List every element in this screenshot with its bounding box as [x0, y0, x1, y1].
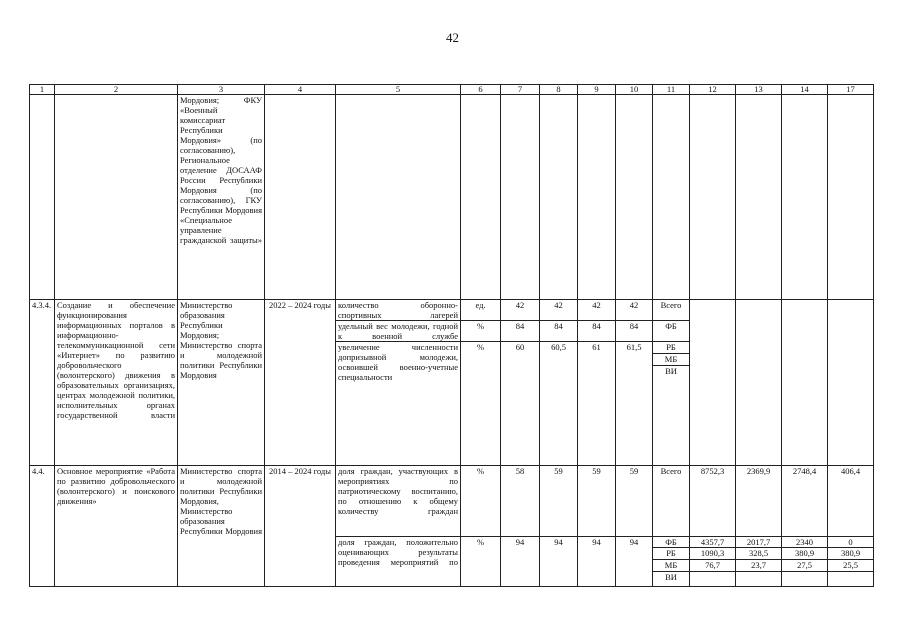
col-header: 14 [782, 85, 828, 95]
col-header: 11 [653, 85, 690, 95]
funding-source: ВИ [665, 572, 677, 582]
table-row-4-4 [30, 466, 874, 587]
value-cell: 60 [515, 342, 525, 352]
unit-cell: % [461, 466, 500, 537]
indicator-text: удельный вес молодежи, годной к военной службе [338, 321, 458, 341]
value-cell: 42 [578, 300, 615, 321]
col-header: 12 [690, 85, 736, 95]
value-cell: 59 [578, 466, 615, 537]
period-cell: 2014 – 2024 годы [265, 466, 336, 587]
value-cell: 94 [515, 537, 525, 547]
value-cell: 84 [501, 321, 539, 342]
responsible-cell: Министерство спорта и молодежной политики Республики Мордовия, Министерство образования Республики Мордовия [178, 466, 265, 587]
col-header: 10 [616, 85, 653, 95]
amount-cell: 0 [828, 537, 873, 548]
amount-cell [828, 572, 873, 586]
amount-cell: 76,7 [690, 560, 735, 572]
amount-cell [782, 572, 827, 586]
indicator-text: увеличение численности допризывной молодежи, освоившей военно-учетные специальности [338, 342, 458, 382]
funding-source: ФБ [653, 321, 689, 342]
funding-source: ФБ [653, 537, 689, 548]
funding-source: Всего [653, 466, 689, 537]
header-row [30, 85, 874, 95]
value-cell: 84 [578, 321, 615, 342]
amount-cell: 2748,4 [782, 466, 827, 537]
unit-cell: % [476, 537, 485, 547]
value-cell: 84 [540, 321, 577, 342]
period-cell: 2022 – 2024 годы [265, 300, 336, 466]
value-cell: 61 [592, 342, 601, 352]
amount-cell: 2017,7 [736, 537, 781, 548]
col-header: 9 [578, 85, 616, 95]
row-number: 4.4. [30, 466, 55, 587]
col-header: 8 [540, 85, 578, 95]
value-cell: 42 [616, 300, 652, 321]
amount-cell: 2369,9 [736, 466, 781, 537]
funding-source: РБ [653, 548, 689, 560]
value-cell: 94 [554, 537, 563, 547]
value-cell: 94 [592, 537, 601, 547]
amount-cell: 25,5 [828, 560, 873, 572]
col-header: 1 [30, 85, 55, 95]
col-header: 17 [828, 85, 874, 95]
measure-name: Создание и обеспечение функционирования информационных порталов в информационно-телекоммуникационной сети «Интернет» по развитию добровольческого (волонтерского) движения в образовательных организациях, центрах молодежной политики, исполнительных органах государственной власти [55, 300, 178, 466]
col-header: 2 [55, 85, 178, 95]
col-header: 6 [461, 85, 501, 95]
measure-name: Основное мероприятие «Работа по развитию добровольческого (волонтерского) и поискового движения» [55, 466, 178, 587]
indicator-text: доля граждан, положительно оценивающих результаты проведения мероприятий по [338, 537, 458, 567]
funding-source: МБ [653, 354, 689, 366]
value-cell: 58 [501, 466, 539, 537]
page-number: 42 [446, 30, 459, 45]
col-header: 4 [265, 85, 336, 95]
funding-source: ВИ [665, 366, 677, 376]
unit-cell: ед. [461, 300, 500, 321]
amount-cell: 380,9 [828, 548, 873, 560]
col-header: 7 [501, 85, 540, 95]
amount-cell: 328,5 [736, 548, 781, 560]
value-cell: 84 [616, 321, 652, 342]
col-header: 5 [336, 85, 461, 95]
value-cell: 59 [540, 466, 577, 537]
value-cell: 42 [540, 300, 577, 321]
value-cell: 59 [616, 466, 652, 537]
amount-cell [690, 572, 735, 586]
value-cell: 60,5 [551, 342, 566, 352]
funding-source: Всего [653, 300, 689, 321]
row-number: 4.3.4. [30, 300, 55, 466]
program-table [29, 84, 874, 587]
value-cell: 42 [501, 300, 539, 321]
amount-cell: 2340 [782, 537, 827, 548]
indicator-text: количество оборонно-спортивных лагерей [338, 300, 458, 320]
value-cell: 94 [629, 537, 639, 547]
unit-cell: % [476, 342, 485, 352]
funding-source: МБ [653, 560, 689, 572]
responsible-cell: Мордовия; ФКУ «Военный комиссариат Республики Мордовия» (по согласованию), Региональное отделение ДОСААФ России Республики Мордовия (по согласованию), ГКУ Республики Мордовия «Специальное управление гражданской защиты» [178, 95, 265, 300]
amount-cell: 406,4 [828, 466, 873, 537]
table-row-4-3-4 [30, 300, 874, 466]
amount-cell: 8752,3 [690, 466, 735, 537]
amount-cell [736, 572, 781, 586]
funding-source: РБ [653, 342, 689, 354]
amount-cell: 23,7 [736, 560, 781, 572]
responsible-cell: Министерство образования Республики Мордовия; Министерство спорта и молодежной политики Республики Мордовия [178, 300, 265, 466]
amount-cell: 4357,7 [690, 537, 735, 548]
col-header: 3 [178, 85, 265, 95]
indicator-text: доля граждан, участвующих в мероприятиях по патриотическому воспитанию, по отношению к общему количеству граждан [336, 466, 460, 537]
unit-cell: % [461, 321, 500, 342]
table-row-continued [30, 95, 874, 300]
value-cell: 61,5 [626, 342, 642, 352]
col-header: 13 [736, 85, 782, 95]
amount-cell: 1090,3 [690, 548, 735, 560]
amount-cell: 380,9 [782, 548, 827, 560]
amount-cell: 27,5 [782, 560, 827, 572]
